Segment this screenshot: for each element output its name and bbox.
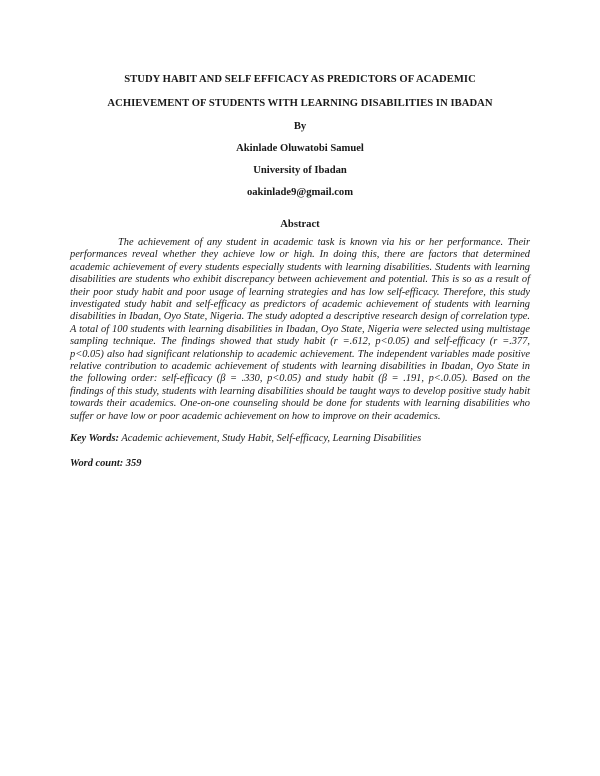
- word-count: Word count: 359: [70, 458, 142, 470]
- abstract-heading: Abstract: [280, 219, 320, 230]
- paper-title: [70, 68, 530, 116]
- abstract-body: The achievement of any student in academic task is known via his or her performance. Their performances reveal whether they achieve low or high. In doing this, there are factors that determined academic achievement of every students especially students with learning disabilities. Students with learning disabilities are students who exhibit discrepancy between achievement and potential. This is so as a result of their poor study habit and poor usage of learning strategies and has low self-efficacy. Therefore, this study investigated study habit and self-efficacy as predictors of academic achievement of students with learning disabilities in Ibadan, Oyo State, Nigeria. The study adopted a descriptive research design of correlation type. A total of 100 students with learning disabilities in Ibadan, Oyo State, Nigeria were selected using multistage sampling technique. The findings showed that study habit (r =.612, p<0.05) and self-efficacy (r =.377, p<0.05) also had significant relationship to academic achievement. The independent variables made positive relative contribution to academic achievement of students with learning disabilities in Ibadan, Oyo State in the following order: self-efficacy (β = .330, p<0.05) and study habit (β = .191, p<.0.05). Based on the findings of this study, students with learning disabilities should be taught ways to develop positive study habit towards their academics. One-on-one counseling should be done for students with learning disabilities who suffer or have low or poor academic achievement on how to improve on their academics.: [70, 237, 530, 422]
- author-email: oakinlade9@gmail.com: [246, 187, 354, 198]
- keywords-text: Academic achievement, Study Habit, Self-efficacy, Learning Disabilities: [118, 433, 422, 445]
- author-name: Akinlade Oluwatobi Samuel: [236, 143, 364, 154]
- paper-title-line-2: ACHIEVEMENT OF STUDENTS WITH LEARNING DISABILITIES IN IBADAN: [107, 98, 493, 109]
- keywords-label: Key Words:: [70, 433, 119, 445]
- paper-title-line-1: STUDY HABIT AND SELF EFFICACY AS PREDICTORS OF ACADEMIC: [124, 74, 476, 85]
- by-line: By: [293, 121, 307, 132]
- keywords: [70, 432, 530, 446]
- author-affiliation: University of Ibadan: [253, 165, 347, 176]
